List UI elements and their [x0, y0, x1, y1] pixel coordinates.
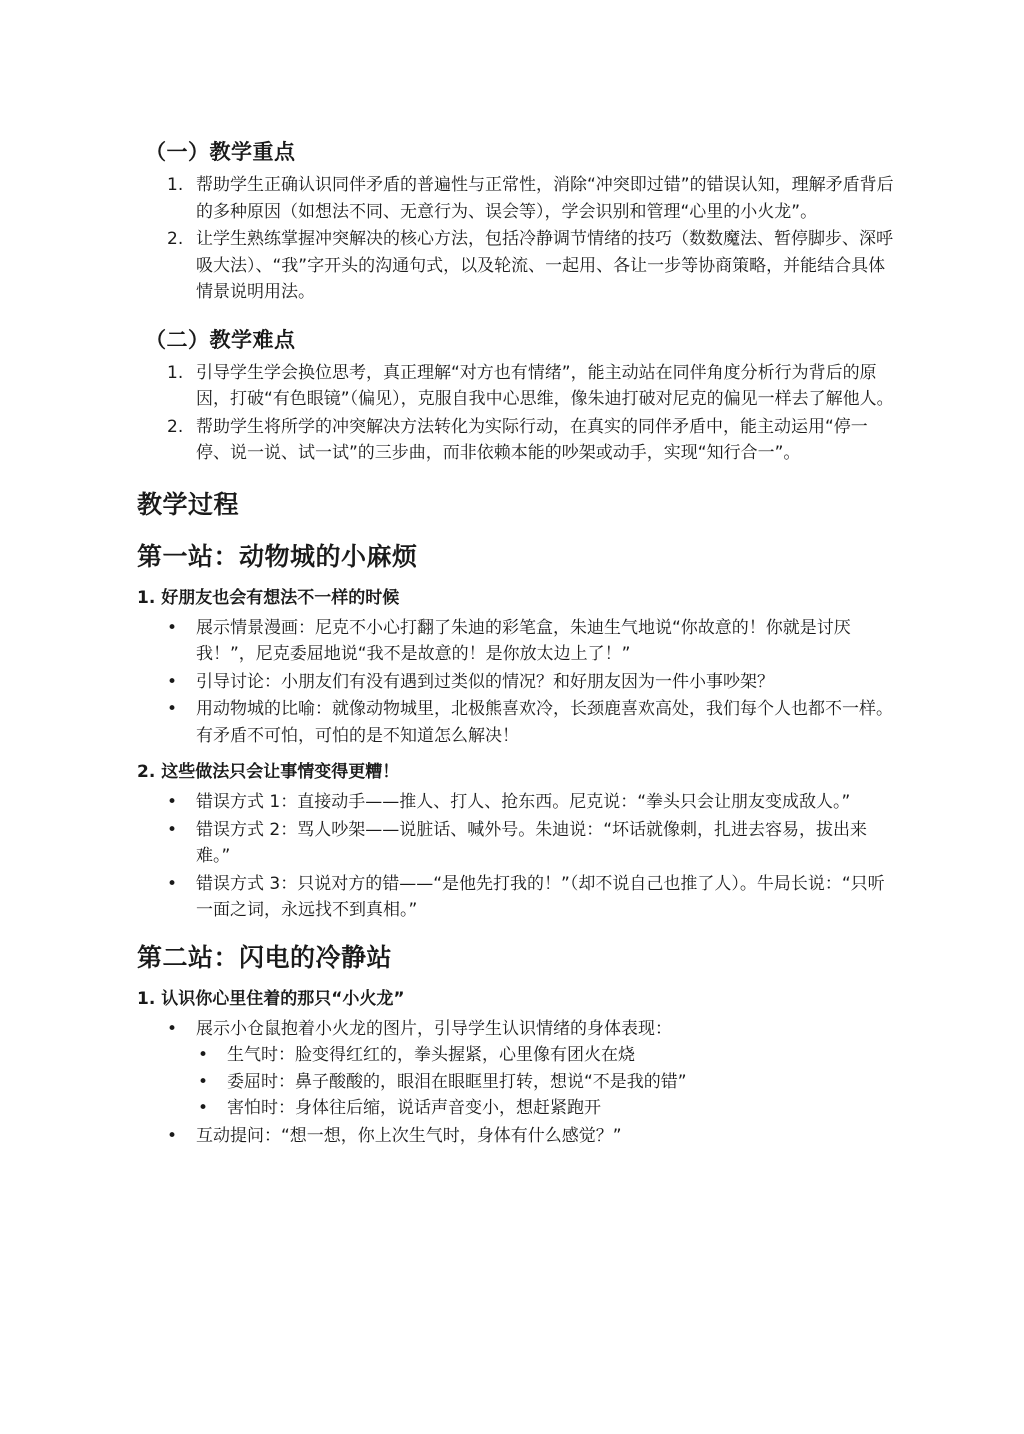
list-item: • 错误方式 1：直接动手——推人、打人、抢东西。尼克说：“拳头只会让朋友变成敌人。”: [137, 789, 897, 816]
sub-list: [196, 1042, 897, 1122]
list-item: 2. 帮助学生将所学的冲突解决方法转化为实际行动，在真实的同伴矛盾中，能主动运用“停一停、说一说、试一试”的三步曲，而非依赖本能的吵架或动手，实现“知行合一”。: [167, 416, 868, 463]
list-item: • 用动物城的比喻：就像动物城里，北极熊喜欢冷，长颈鹿喜欢高处，我们每个人也都不一样。有矛盾不可怕，可怕的是不知道怎么解决！: [137, 696, 897, 749]
list-item: • 错误方式 2：骂人吵架——说脏话、喊外号。朱迪说：“坏话就像刺，扎进去容易，拔出来难。”: [137, 817, 897, 870]
bullet-icon: •: [167, 1018, 178, 1039]
focus-list: [137, 172, 897, 306]
list-item: • 错误方式 3：只说对方的错——“是他先打我的！”（却不说自己也推了人）。牛局长说：“只听一面之词，永远找不到真相。”: [137, 871, 897, 924]
bullet-icon: •: [167, 671, 178, 692]
sub-list-item: • 委屈时：鼻子酸酸的，眼泪在眼眶里打转，想说“不是我的错”: [196, 1069, 897, 1096]
bullet-icon: •: [198, 1045, 209, 1065]
station2-title: 第二站：闪电的冷静站: [137, 942, 393, 972]
station1-sec2-title: 2. 这些做法只会让事情变得更糟！: [137, 762, 400, 782]
bullet-icon: •: [167, 819, 178, 840]
sub-list-item: • 害怕时：身体往后缩，说话声音变小，想赶紧跑开: [196, 1095, 897, 1122]
bullet-icon: •: [198, 1071, 209, 1092]
list-item: • 展示情景漫画：尼克不小心打翻了朱迪的彩笔盒，朱迪生气地说“你故意的！你就是讨厌我！”，尼克委屈地说“我不是故意的！是你放太边上了！”: [137, 615, 897, 668]
bullet-icon: •: [167, 617, 178, 638]
bullet-icon: •: [198, 1098, 209, 1118]
difficulty-list: [137, 360, 897, 467]
process-title: 教学过程: [137, 489, 240, 519]
station2-sec1-title: 1. 认识你心里住着的那只“小火龙”: [137, 988, 405, 1009]
station1-sec1-list: [137, 615, 897, 750]
list-item: • 引导讨论：小朋友们有没有遇到过类似的情况？和好朋友因为一件小事吵架？: [137, 669, 897, 696]
focus-heading: （一）教学重点: [145, 140, 296, 164]
list-item: 1. 帮助学生正确认识同伴矛盾的普遍性与正常性，消除“冲突即过错”的错误认知，理解矛盾背后的多种原因（如想法不同、无意行为、误会等），学会识别和管理“心里的小火龙”。: [167, 175, 894, 222]
bullet-icon: •: [167, 873, 178, 894]
list-item: 1. 引导学生学会换位思考，真正理解“对方也有情绪”，能主动站在同伴角度分析行为背后的原因，打破“有色眼镜”（偏见），克服自我中心思维，像朱迪打破对尼克的偏见一样去了解他人。: [167, 362, 894, 409]
station1-title: 第一站：动物城的小麻烦: [137, 541, 418, 571]
bullet-icon: •: [167, 792, 178, 812]
bullet-icon: •: [167, 699, 178, 719]
station1-sec1-title: 1. 好朋友也会有想法不一样的时候: [137, 587, 400, 608]
list-item: • 互动提问：“想一想，你上次生气时，身体有什么感觉？”: [137, 1123, 897, 1150]
station1-sec2-list: [137, 789, 897, 924]
list-item: 2. 让学生熟练掌握冲突解决的核心方法，包括冷静调节情绪的技巧（数数魔法、暂停脚步、深呼吸大法）、“我”字开头的沟通句式，以及轮流、一起用、各让一步等协商策略，并能结合具体情景说明用法。: [167, 229, 893, 302]
station2-sec1-list: [137, 1016, 897, 1150]
list-item: • 展示小仓鼠抱着小火龙的图片，引导学生认识情绪的身体表现： • 生气时：脸变得红红的，拳头握紧，心里像有团火在烧 • 委屈时：鼻子酸酸的，眼泪在眼眶里打转，想说“不是我的错” • 害怕时：身体往后缩，说话声音变小，想赶紧跑开: [137, 1016, 897, 1122]
bullet-icon: •: [167, 1125, 178, 1146]
sub-list-item: • 生气时：脸变得红红的，拳头握紧，心里像有团火在烧: [196, 1042, 897, 1069]
document-page: [137, 128, 897, 1159]
difficulty-heading: （二）教学难点: [145, 327, 296, 352]
